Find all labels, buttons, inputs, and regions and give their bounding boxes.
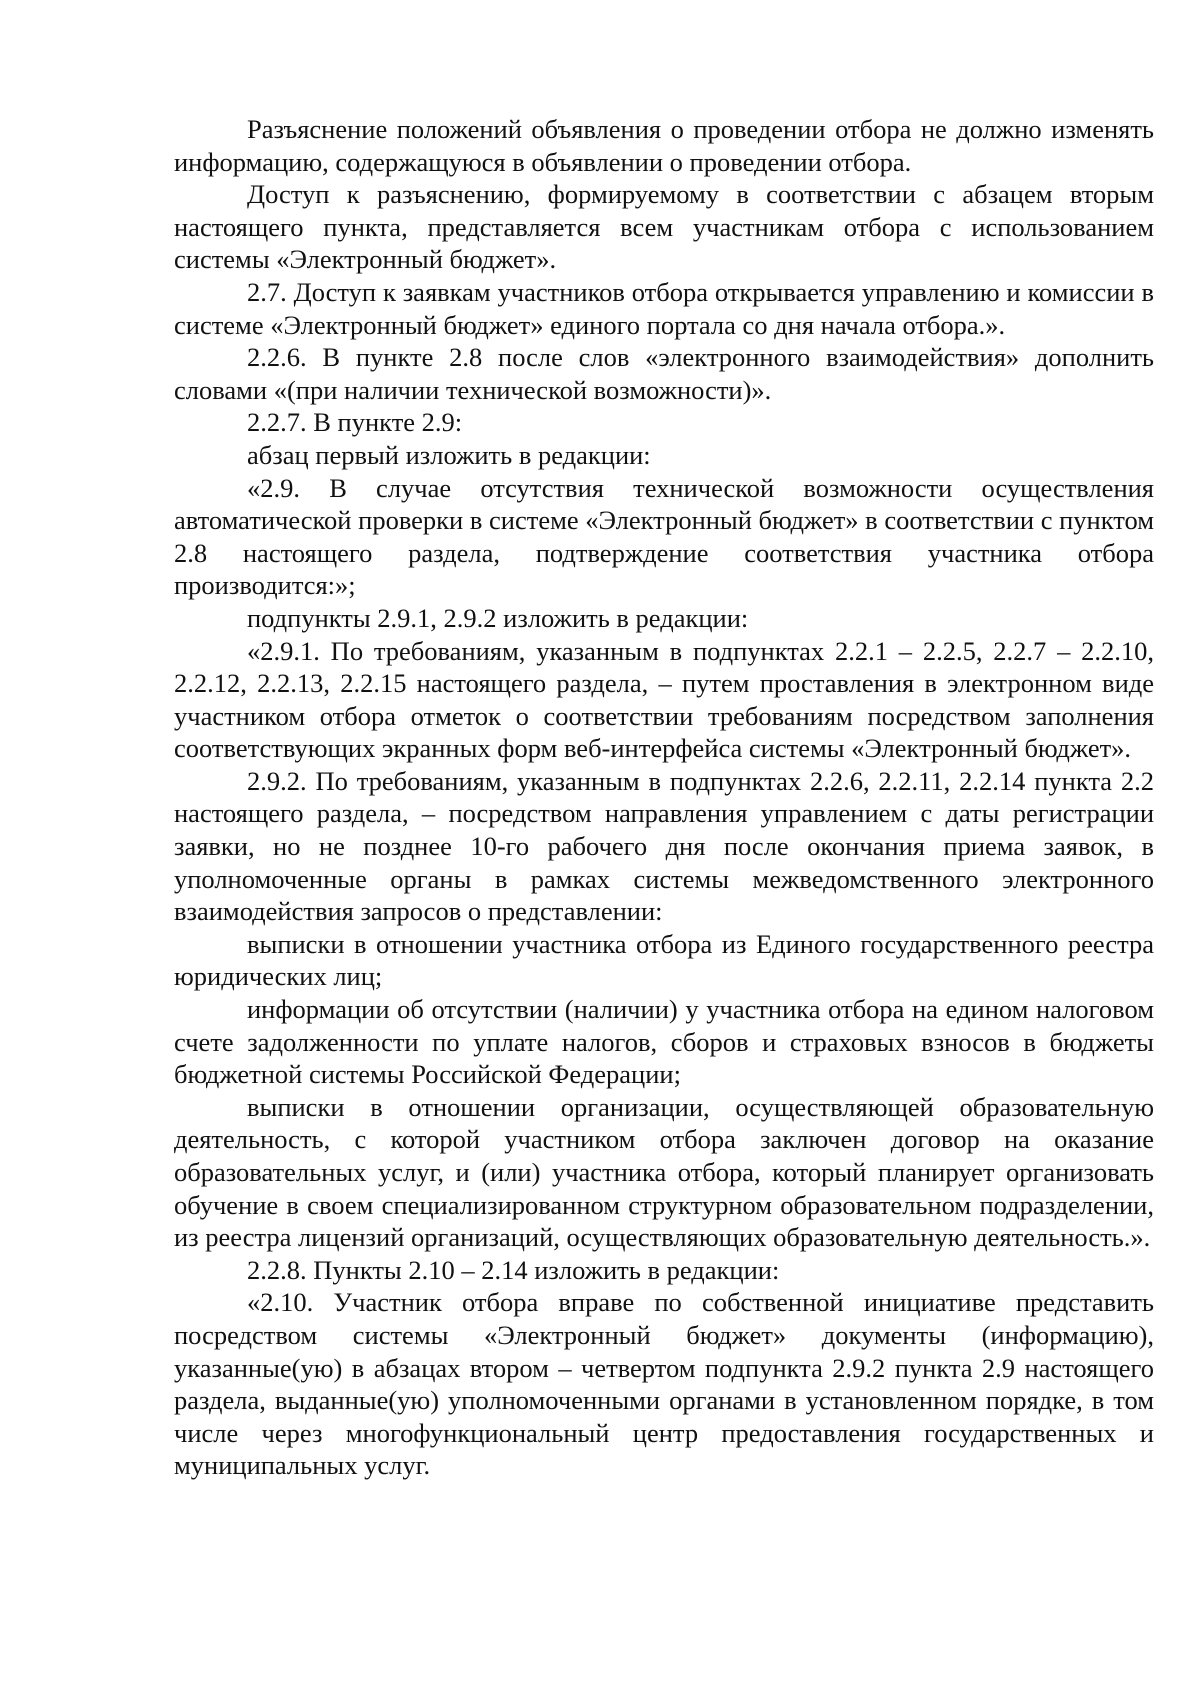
paragraph: «2.10. Участник отбора вправе по собственной инициативе представить посредством системы «Электронный бюджет» документы (информацию), указанные(ую) в абзацах втором – четвертом подпункта 2.9.2 пункта 2.9 настоящего раздела, выданные(ую) уполномоченными органами в установленном порядке, в том числе через многофункциональный центр предоставления государственных и муниципальных услуг. [174, 1287, 1154, 1481]
paragraph: 2.7. Доступ к заявкам участников отбора открывается управлению и комиссии в системе «Электронный бюджет» единого портала со дня начала отбора.». [174, 276, 1154, 340]
document-page [174, 113, 1154, 1482]
paragraph: 2.9.2. По требованиям, указанным в подпунктах 2.2.6, 2.2.11, 2.2.14 пункта 2.2 настоящего раздела, – посредством направления управлением с даты регистрации заявки, но не позднее 10-го рабочего дня после окончания приема заявок, в уполномоченные органы в рамках системы межведомственного электронного взаимодействия запросов о представлении: [174, 765, 1154, 927]
paragraph: «2.9. В случае отсутствия технической возможности осуществления автоматической проверки в системе «Электронный бюджет» в соответствии с пунктом 2.8 настоящего раздела, подтверждение соответствия участника отбора производится:»; [174, 472, 1154, 601]
paragraph: 2.2.8. Пункты 2.10 – 2.14 изложить в редакции: [247, 1254, 780, 1285]
paragraph: выписки в отношении организации, осуществляющей образовательную деятельность, с которой участником отбора заключен договор на оказание образовательных услуг, и (или) участника отбора, который планирует организовать обучение в своем специализированном структурном образовательном подразделении, из реестра лицензий организаций, осуществляющих образовательную деятельность.». [174, 1091, 1154, 1253]
paragraph: информации об отсутствии (наличии) у участника отбора на едином налоговом счете задолженности по уплате налогов, сборов и страховых взносов в бюджеты бюджетной системы Российской Федерации; [174, 994, 1154, 1090]
paragraph: «2.9.1. По требованиям, указанным в подпунктах 2.2.1 – 2.2.5, 2.2.7 – 2.2.10, 2.2.12, 2.2.13, 2.2.15 настоящего раздела, – путем проставления в электронном виде участником отбора отметок о соответствии требованиям посредством заполнения соответствующих экранных форм веб-интерфейса системы «Электронный бюджет». [174, 635, 1154, 764]
paragraph: выписки в отношении участника отбора из Единого государственного реестра юридических лиц; [174, 928, 1154, 992]
paragraph: Разъяснение положений объявления о проведении отбора не должно изменять информацию, содержащуюся в объявлении о проведении отбора. [174, 114, 1154, 177]
paragraph: абзац первый изложить в редакции: [247, 439, 651, 470]
paragraph: подпункты 2.9.1, 2.9.2 изложить в редакции: [247, 602, 749, 633]
paragraph: Доступ к разъяснению, формируемому в соответствии с абзацем вторым настоящего пункта, представляется всем участникам отбора с использованием системы «Электронный бюджет». [174, 179, 1154, 275]
paragraph: 2.2.7. В пункте 2.9: [247, 407, 463, 438]
paragraph: 2.2.6. В пункте 2.8 после слов «электронного взаимодействия» дополнить словами «(при наличии технической возможности)». [174, 342, 1154, 405]
